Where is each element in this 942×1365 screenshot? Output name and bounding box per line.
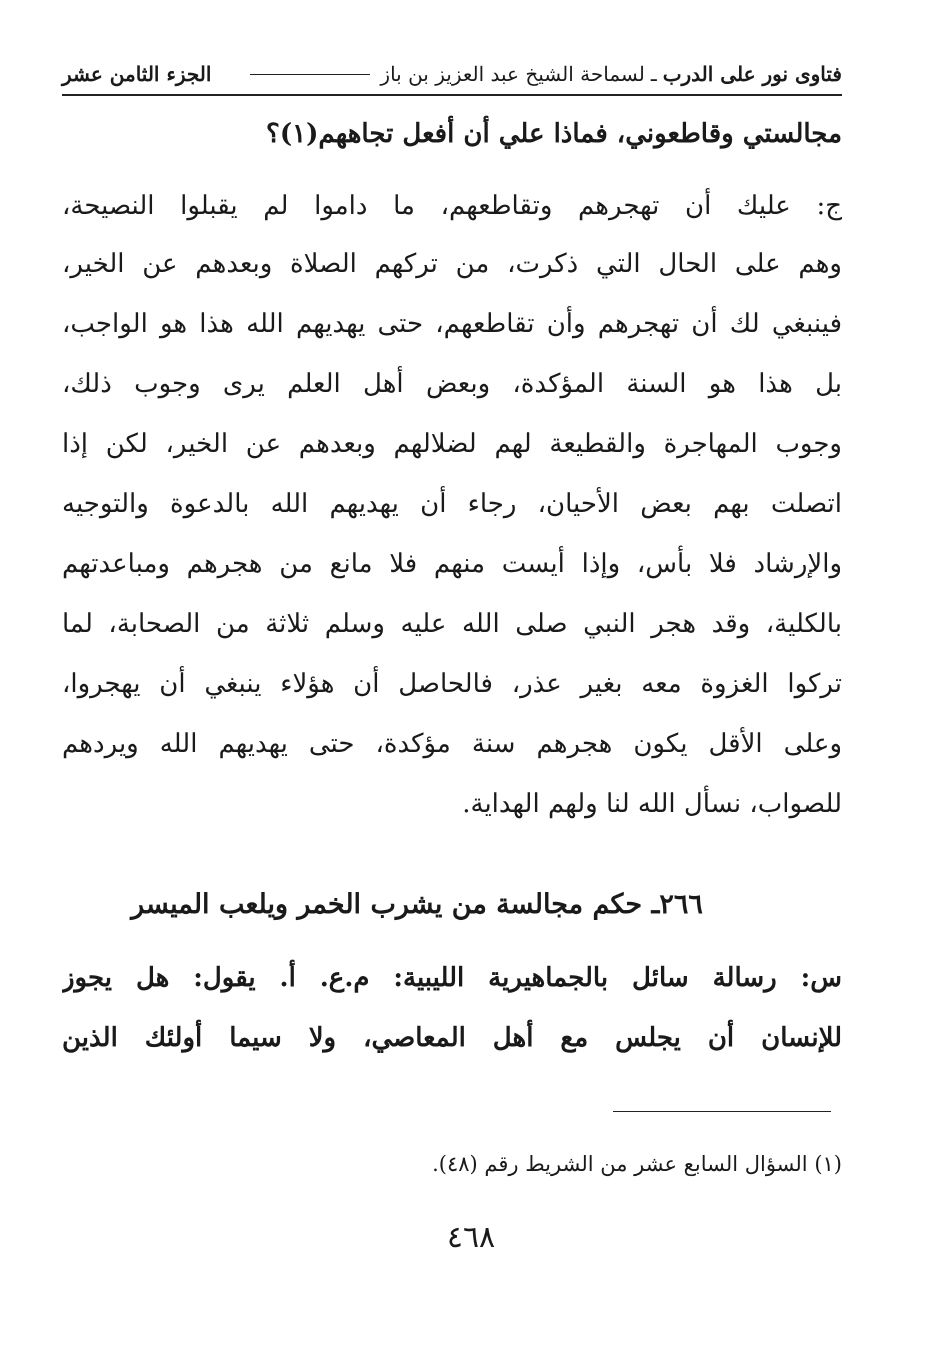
body-line: ج: عليك أن تهجرهم وتقاطعهم، ما داموا لم يقبلوا النصيحة، (62, 191, 842, 221)
body-line: بالكلية، وقد هجر النبي صلى الله عليه وسلم ثلاثة من الصحابة، لما (62, 609, 842, 639)
section-heading: ٢٦٦ـ حكم مجالسة من يشرب الخمر ويلعب الميسر (131, 889, 703, 920)
body-line: وجوب المهاجرة والقطيعة لهم لضلالهم وبعدهم عن الخير، لكن إذا (62, 429, 842, 459)
page-number: ٤٦٨ (446, 1220, 496, 1255)
body-line: مجالستي وقاطعوني، فماذا علي أن أفعل تجاههم(١)؟ (266, 119, 842, 149)
question-line: س: رسالة سائل بالجماهيرية الليبية: م.ع. أ. يقول: هل يجوز (62, 963, 842, 993)
author-name: لسماحة الشيخ عبد العزيز بن باز (380, 62, 645, 86)
body-line: وعلى الأقل يكون هجرهم سنة مؤكدة، حتى يهديهم الله ويردهم (62, 729, 842, 759)
body-line: بل هذا هو السنة المؤكدة، وبعض أهل العلم يرى وجوب ذلك، (62, 369, 842, 399)
body-line: اتصلت بهم بعض الأحيان، رجاء أن يهديهم الله بالدعوة والتوجيه (62, 489, 842, 519)
footnote-divider (613, 1111, 831, 1112)
footnote: (١) السؤال السابع عشر من الشريط رقم (٤٨). (432, 1152, 842, 1176)
body-line: وهم على الحال التي ذكرت، من تركهم الصلاة وبعدهم عن الخير، (62, 249, 842, 279)
body-line: فينبغي لك أن تهجرهم وأن تقاطعهم، حتى يهديهم الله هذا هو الواجب، (62, 309, 842, 339)
header-separator: ـ (650, 62, 657, 86)
header-dash-rule (250, 74, 370, 75)
book-title: فتاوى نور على الدرب (662, 62, 842, 86)
body-line: تركوا الغزوة معه بغير عذر، فالحاصل أن هؤلاء ينبغي أن يهجروا، (62, 669, 842, 699)
body-line: للصواب، نسأل الله لنا ولهم الهداية. (462, 789, 842, 819)
body-line: والإرشاد فلا بأس، وإذا أيست منهم فلا مانع من هجرهم ومباعدتهم (62, 549, 842, 579)
header-divider (62, 94, 842, 96)
question-line: للإنسان أن يجلس مع أهل المعاصي، ولا سيما أولئك الذين (62, 1023, 842, 1053)
running-header (62, 56, 842, 92)
header-right-group (240, 62, 842, 86)
volume-label: الجزء الثامن عشر (62, 62, 212, 86)
